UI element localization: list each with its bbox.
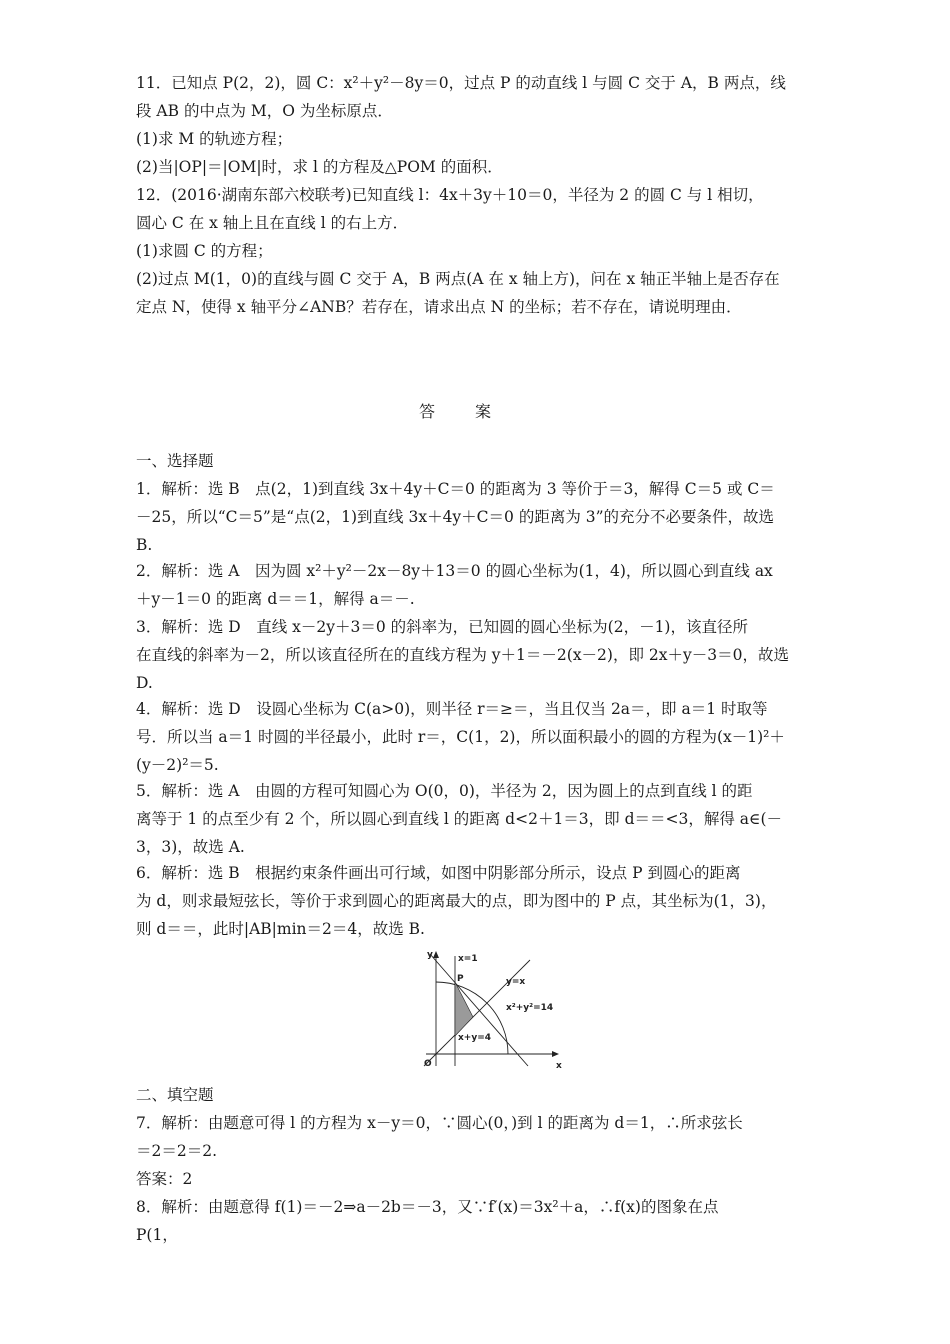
answer-7-line-2: ＝2＝2＝2. xyxy=(136,1142,218,1160)
answer-5-line-2: 离等于 1 的点至少有 2 个，所以圆心到直线 l 的距离 d<2＋1＝3，即 d＝＝<3，解得 a∈(－ xyxy=(136,810,783,828)
label-x: x xyxy=(556,1061,562,1071)
answer-6-line-1: 6．解析：选 B 根据约束条件画出可行域，如图中阴影部分所示，设点 P 到圆心的距离 xyxy=(136,864,741,882)
answer-4-line-2: 号．所以当 a＝1 时圆的半径最小，此时 r＝，C(1，2)，所以面积最小的圆的方程为(x－1)²＋ xyxy=(136,728,785,746)
problem-12-question-1: (1)求圆 C 的方程； xyxy=(136,242,273,260)
label-x-plus-y-equals-4: x+y=4 xyxy=(458,1033,492,1043)
feasible-region-figure xyxy=(418,948,566,1072)
answer-6-line-2: 为 d，则求最短弦长，等价于求到圆心的距离最大的点，即为图中的 P 点，其坐标为(1，3)， xyxy=(136,892,777,910)
answer-8-line-2: P(1， xyxy=(136,1226,178,1244)
answer-5-line-1: 5．解析：选 A 由圆的方程可知圆心为 O(0，0)，半径为 2，因为圆上的点到直线 l 的距 xyxy=(136,782,753,800)
answer-3-line-1: 3．解析：选 D 直线 x－2y＋3＝0 的斜率为，已知圆的圆心坐标为(2，－1)，该直径所 xyxy=(136,618,748,636)
label-x-equals-1: x=1 xyxy=(458,954,478,964)
problem-11-line-2: 段 AB 的中点为 M，O 为坐标原点． xyxy=(136,102,393,120)
answer-1-line-1: 1．解析：选 B 点(2，1)到直线 3x＋4y＋C＝0 的距离为 3 等价于＝3，解得 C＝5 或 C＝ xyxy=(136,480,775,498)
label-y: y xyxy=(427,950,433,960)
problem-12-question-2-line-2: 定点 N，使得 x 轴平分∠ANB？若存在，请求出点 N 的坐标；若不存在，请说明理由． xyxy=(136,298,742,316)
answer-4-line-1: 4．解析：选 D 设圆心坐标为 C(a>0)，则半径 r＝≥＝，当且仅当 2a＝，即 a＝1 时取等 xyxy=(136,700,768,718)
problem-12-line-1: 12．(2016·湖南东部六校联考)已知直线 l：4x＋3y＋10＝0，半径为 2 的圆 C 与 l 相切， xyxy=(136,186,764,204)
answer-8-line-1: 8．解析：由题意得 f(1)＝－2⇒a－2b＝－3，又∵f′(x)＝3x²＋a，∴f(x)的图象在点 xyxy=(136,1198,719,1216)
section-multiple-choice: 一、选择题 xyxy=(136,452,214,470)
answer-1-line-2: －25，所以“C＝5”是“点(2，1)到直线 3x＋4y＋C＝0 的距离为 3”的充分不必要条件，故选 xyxy=(136,508,775,526)
answer-6-line-3: 则 d＝＝，此时|AB|min＝2＝4，故选 B. xyxy=(136,920,425,938)
label-point-p: P xyxy=(457,974,464,984)
label-origin: O xyxy=(424,1059,432,1069)
problem-12-line-2: 圆心 C 在 x 轴上且在直线 l 的右上方． xyxy=(136,214,409,232)
answer-3-line-3: D. xyxy=(136,674,153,692)
answer-4-line-3: (y－2)²＝5. xyxy=(136,756,219,774)
problem-11-line-1: 11．已知点 P(2，2)，圆 C：x²＋y²－8y＝0，过点 P 的动直线 l 与圆 C 交于 A，B 两点，线 xyxy=(136,74,786,92)
problem-12-question-2-line-1: (2)过点 M(1，0)的直线与圆 C 交于 A，B 两点(A 在 x 轴上方)，问在 x 轴正半轴上是否存在 xyxy=(136,270,780,288)
x-axis-arrow-icon xyxy=(552,1051,559,1057)
answer-2-line-1: 2．解析：选 A 因为圆 x²＋y²－2x－8y＋13＝0 的圆心坐标为(1，4)，所以圆心到直线 ax xyxy=(136,562,773,580)
y-axis-arrow-icon xyxy=(433,951,439,958)
answer-5-line-3: 3，3)，故选 A. xyxy=(136,838,245,856)
answer-2-line-2: ＋y－1＝0 的距离 d＝＝1，解得 a＝－. xyxy=(136,590,415,608)
label-circle-equation: x²+y²=14 xyxy=(506,1003,554,1013)
answer-3-line-2: 在直线的斜率为－2，所以该直径所在的直线方程为 y＋1＝－2(x－2)，即 2x＋y－3＝0，故选 xyxy=(136,646,789,664)
label-y-equals-x: y=x xyxy=(506,977,526,987)
problem-11-question-2: (2)当|OP|＝|OM|时，求 l 的方程及△POM 的面积． xyxy=(136,158,503,176)
section-fill-in: 二、填空题 xyxy=(136,1086,214,1104)
problem-11-question-1: (1)求 M 的轨迹方程； xyxy=(136,130,293,148)
answer-1-line-3: B. xyxy=(136,536,153,554)
answer-7-line-1: 7．解析：由题意可得 l 的方程为 x－y＝0，∵圆心(0，)到 l 的距离为 d＝1，∴所求弦长 xyxy=(136,1114,743,1132)
answers-title: 答案 xyxy=(418,402,531,421)
answer-7-result: 答案：2 xyxy=(136,1170,193,1188)
